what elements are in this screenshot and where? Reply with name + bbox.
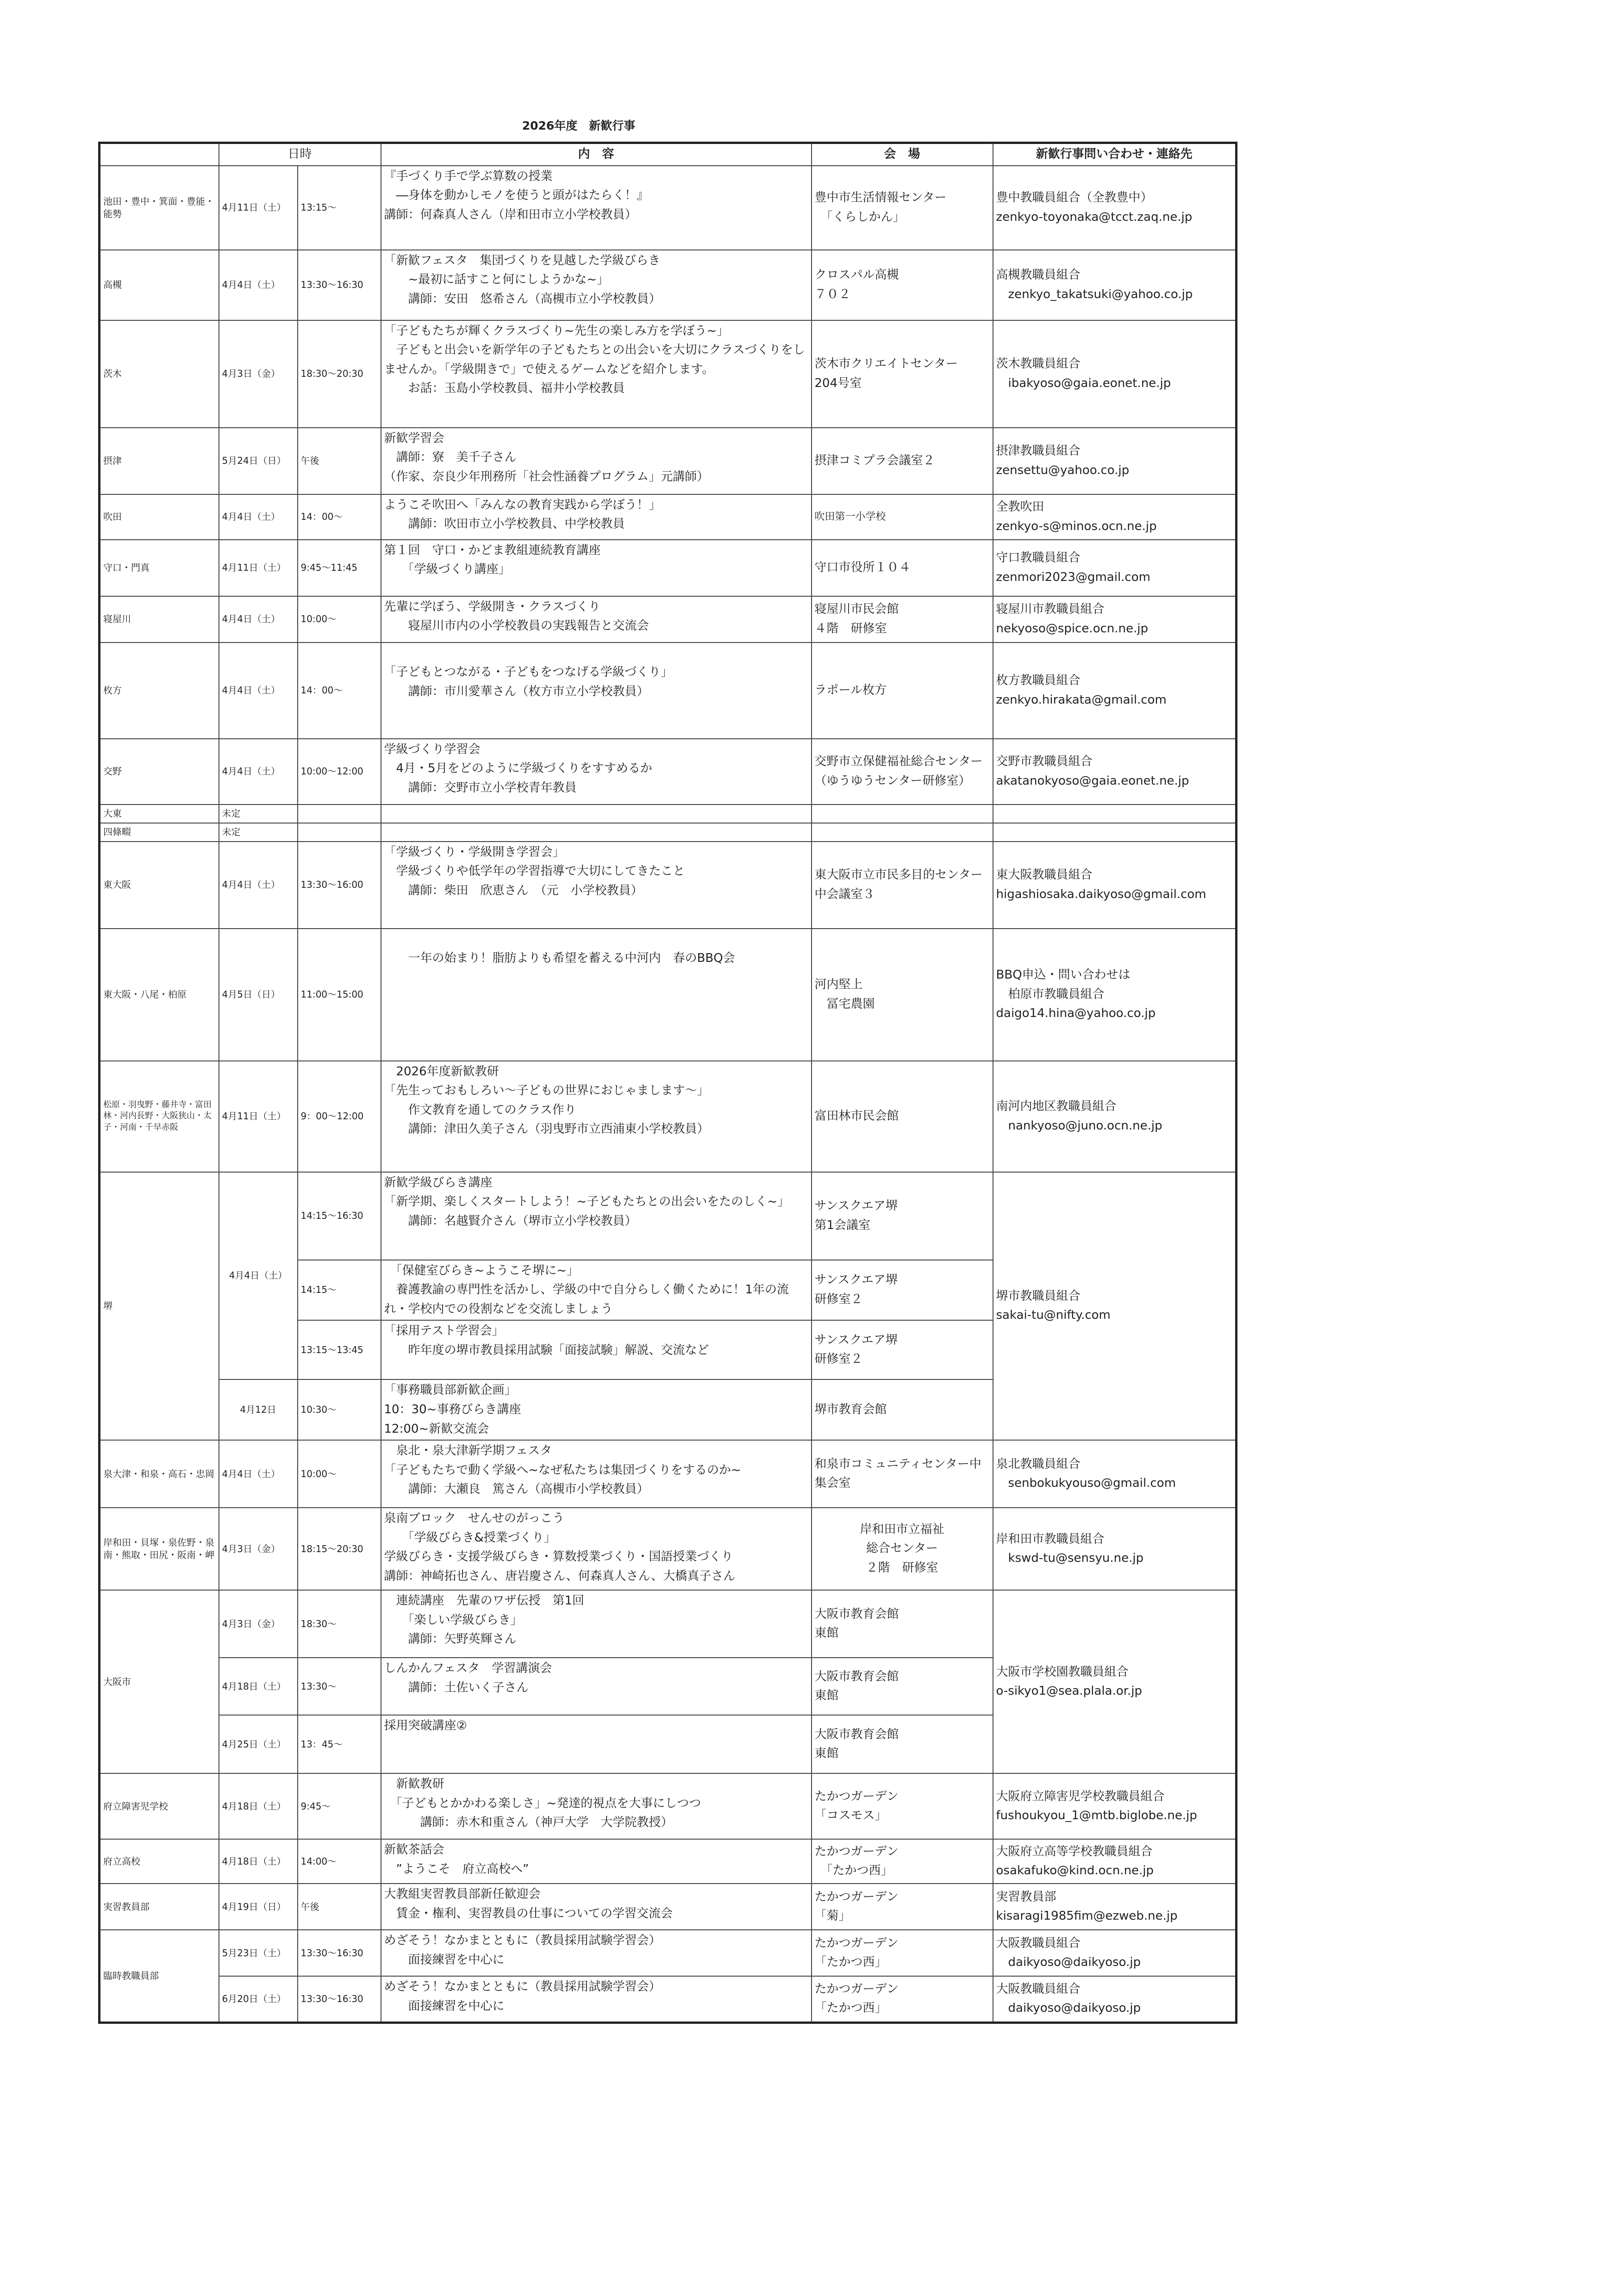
venue-cell: 寝屋川市民会館 ４階 研修室 [812,596,993,643]
time-cell: 13:30～16:30 [298,1976,381,2022]
content-cell: 学級づくり学習会 4月・5月をどのように学級づくりをすすめるか 講師：交野市立小学校青年教員 [381,739,812,805]
content-cell: しんかんフェスタ 学習講演会 講師：土佐いく子さん [381,1658,812,1715]
time-cell: 10:00～ [298,1440,381,1508]
date-cell: 6月20日（土） [219,1976,298,2022]
time-cell: 13:15～ [298,166,381,250]
area-cell: 実習教員部 [100,1884,219,1930]
header-datetime: 日時 [219,143,381,166]
venue-cell: 堺市教育会館 [812,1379,993,1440]
venue-cell: たかつガーデン 「菊」 [812,1884,993,1930]
date-cell: 4月19日（日） [219,1884,298,1930]
contact-cell: 枚方教職員組合 zenkyo.hirakata@gmail.com [993,643,1237,739]
table-row [100,1061,1237,1172]
area-cell: 守口・門真 [100,540,219,596]
table-row [100,1976,1237,2022]
table-row [100,1590,1237,1658]
time-cell: 13:30～16:30 [298,250,381,320]
contact-cell: 大阪府立障害児学校教職員組合 fushoukyou_1@mtb.biglobe.ne.jp [993,1773,1237,1839]
header-area [100,143,219,166]
area-cell: 大阪市 [100,1590,219,1773]
events-table [98,142,1237,2024]
content-cell: 泉北・泉大津新学期フェスタ 「子どもたちで動く学級へ~なぜ私たちは集団づくりをするのか~ 講師：大瀬良 篤さん（高槻市小学校教員） [381,1440,812,1508]
header-venue: 会 場 [812,143,993,166]
time-cell: 10:00～12:00 [298,739,381,805]
table-row [100,494,1237,540]
date-cell: 4月11日（土） [219,166,298,250]
date-cell: 4月4日（土） [219,643,298,739]
date-cell: 4月5日（日） [219,929,298,1061]
date-cell: 4月4日（土） [219,494,298,540]
content-cell: 「保健室びらき~ようこそ堺に~」 養護教諭の専門性を活かし、学級の中で自分らしく働くために！1年の流れ・学校内での役割などを交流しましょう [381,1260,812,1321]
date-cell: 4月4日（土） [219,739,298,805]
content-cell: 連続講座 先輩のワザ伝授 第1回 「楽しい学級びらき」 講師：矢野英輝さん [381,1590,812,1658]
venue-cell: 和泉市コミュニティセンター中集会室 [812,1440,993,1508]
area-cell: 四條畷 [100,823,219,842]
header-content: 内 容 [381,143,812,166]
date-cell: 5月23日（土） [219,1930,298,1976]
contact-cell: 岸和田市教職員組合 kswd-tu@sensyu.ne.jp [993,1508,1237,1590]
date-cell: 4月3日（金） [219,320,298,428]
venue-cell: サンスクエア堺 研修室２ [812,1320,993,1379]
table-row [100,1440,1237,1508]
date-cell: 4月25日（土） [219,1715,298,1773]
venue-cell: 岸和田市立福祉 総合センター ２階 研修室 [812,1508,993,1590]
venue-cell: 大阪市教育会館 東館 [812,1590,993,1658]
contact-cell: 大阪教職員組合 daikyoso@daikyoso.jp [993,1976,1237,2022]
date-cell: 4月18日（土） [219,1839,298,1884]
time-cell: 13：45～ [298,1715,381,1773]
area-cell: 交野 [100,739,219,805]
date-cell: 4月3日（金） [219,1590,298,1658]
contact-cell: 高槻教職員組合 zenkyo_takatsuki@yahoo.co.jp [993,250,1237,320]
venue-cell: 大阪市教育会館 東館 [812,1658,993,1715]
time-cell: 9:45～ [298,1773,381,1839]
content-cell: 「子どもたちが輝くクラスづくり~先生の楽しみ方を学ぼう~」 子どもと出会いを新学年の子どもたちとの出会いを大切にクラスづくりをしませんか。「学級開きで」で使えるゲームなどを紹介します。 お話：玉島小学校教員、福井小学校教員 [381,320,812,428]
contact-cell [993,823,1237,842]
content-cell: 「採用テスト学習会」 昨年度の堺市教員採用試験「面接試験」解説、交流など [381,1320,812,1379]
venue-cell: たかつガーデン 「たかつ西」 [812,1839,993,1884]
date-cell: 4月4日（土） [219,1440,298,1508]
date-cell: 4月18日（土） [219,1773,298,1839]
header-row [100,143,1237,166]
table-row [100,929,1237,1061]
contact-cell: 東大阪教職員組合 higashiosaka.daikyoso@gmail.com [993,842,1237,929]
area-cell: 岸和田・貝塚・泉佐野・泉南・熊取・田尻・阪南・岬 [100,1508,219,1590]
contact-cell: 大阪市学校園教職員組合 o-sikyo1@sea.plala.or.jp [993,1590,1237,1773]
venue-cell: 豊中市生活情報センター 「くらしかん」 [812,166,993,250]
content-cell: 泉南ブロック せんせのがっこう 「学級びらき&授業づくり」 学級びらき・支援学級びらき・算数授業づくり・国語授業づくり 講師：神崎拓也さん、唐岩慶さん、何森真人さん、大橋真子さん [381,1508,812,1590]
date-cell: 4月11日（土） [219,1061,298,1172]
venue-cell: 交野市立保健福祉総合センター（ゆうゆうセンター研修室） [812,739,993,805]
contact-cell: 守口教職員組合 zenmori2023@gmail.com [993,540,1237,596]
contact-cell: 摂津教職員組合 zensettu@yahoo.co.jp [993,428,1237,494]
table-row [100,823,1237,842]
time-cell: 14:15～16:30 [298,1172,381,1260]
time-cell: 18:15～20:30 [298,1508,381,1590]
content-cell: 『手づくり手で学ぶ算数の授業 ―身体を動かしモノを使うと頭がはたらく！』 講師：何森真人さん（岸和田市立小学校教員） [381,166,812,250]
date-cell: 4月3日（金） [219,1508,298,1590]
table-row [100,1930,1237,1976]
time-cell: 10:00～ [298,596,381,643]
venue-cell [812,805,993,823]
content-cell: 大教組実習教員部新任歓迎会 賃金・権利、実習教員の仕事についての学習交流会 [381,1884,812,1930]
table-row [100,1773,1237,1839]
time-cell: 9：00～12:00 [298,1061,381,1172]
venue-cell: 茨木市クリエイトセンター 204号室 [812,320,993,428]
table-row [100,166,1237,250]
content-cell: 新歓学級びらき講座 「新学期、楽しくスタートしよう！~子どもたちとの出会いをたのしく~」 講師：名越賢介さん（堺市立小学校教員） [381,1172,812,1260]
venue-cell: 富田林市民会館 [812,1061,993,1172]
content-cell: 「新歓フェスタ 集団づくりを見越した学級びらき ~最初に話すこと何にしようかな~」 講師：安田 悠希さん（高槻市立小学校教員） [381,250,812,320]
contact-cell: 豊中教職員組合（全教豊中） zenkyo-toyonaka@tcct.zaq.ne.jp [993,166,1237,250]
area-cell: 府立障害児学校 [100,1773,219,1839]
contact-cell: 大阪府立高等学校教職員組合 osakafuko@kind.ocn.ne.jp [993,1839,1237,1884]
table-row [100,805,1237,823]
area-cell: 堺 [100,1172,219,1441]
time-cell: 9:45～11:45 [298,540,381,596]
content-cell: ようこそ吹田へ「みんなの教育実践から学ぼう！」 講師：吹田市立小学校教員、中学校教員 [381,494,812,540]
time-cell: 14:15～ [298,1260,381,1321]
contact-cell: 堺市教職員組合 sakai-tu@nifty.com [993,1172,1237,1441]
date-cell: 4月11日（土） [219,540,298,596]
table-row [100,250,1237,320]
time-cell: 13:30～16:00 [298,842,381,929]
time-cell: 午後 [298,1884,381,1930]
area-cell: 府立高校 [100,1839,219,1884]
venue-cell: サンスクエア堺 研修室２ [812,1260,993,1321]
content-cell [381,823,812,842]
time-cell: 18:30～ [298,1590,381,1658]
content-cell: 新歓学習会 講師：寮 美千子さん （作家、奈良少年刑務所「社会性涵養プログラム」元講師） [381,428,812,494]
table-row [100,1839,1237,1884]
time-cell: 14：00～ [298,494,381,540]
content-cell: 「事務職員部新歓企画」 10：30~事務びらき講座 12:00~新歓交流会 [381,1379,812,1440]
venue-cell: たかつガーデン 「コスモス」 [812,1773,993,1839]
area-cell: 池田・豊中・箕面・豊能・能勢 [100,166,219,250]
date-cell: 未定 [219,805,298,823]
page-title: 2026年度 新歓行事 [522,119,636,132]
table-row [100,428,1237,494]
contact-cell: 実習教員部 kisaragi1985fim@ezweb.ne.jp [993,1884,1237,1930]
content-cell: 新歓教研 「子どもとかかわる楽しさ」~発達的視点を大事にしつつ 講師：赤木和重さん（神戸大学 大学院教授） [381,1773,812,1839]
venue-cell: 大阪市教育会館 東館 [812,1715,993,1773]
area-cell: 臨時教職員部 [100,1930,219,2022]
area-cell: 摂津 [100,428,219,494]
date-cell: 5月24日（日） [219,428,298,494]
area-cell: 東大阪 [100,842,219,929]
content-cell: 2026年度新歓教研 「先生っておもしろい～子どもの世界におじゃまします～」 作文教育を通してのクラス作り 講師：津田久美子さん（羽曳野市立西浦東小学校教員） [381,1061,812,1172]
content-cell [381,805,812,823]
table-row [100,739,1237,805]
content-cell: めざそう！なかまとともに（教員採用試験学習会） 面接練習を中心に [381,1976,812,2022]
content-cell: 一年の始まり！脂肪よりも希望を蓄える中河内 春のBBQ会 [381,929,812,1061]
time-cell: 11:00～15:00 [298,929,381,1061]
venue-cell: 摂津コミプラ会議室２ [812,428,993,494]
venue-cell: たかつガーデン 「たかつ西」 [812,1930,993,1976]
date-cell: 未定 [219,823,298,842]
venue-cell: 守口市役所１０４ [812,540,993,596]
table-row [100,596,1237,643]
content-cell: 「学級づくり・学級開き学習会」 学級づくりや低学年の学習指導で大切にしてきたこと 講師：柴田 欣恵さん （元 小学校教員） [381,842,812,929]
venue-cell: ラポール枚方 [812,643,993,739]
venue-cell: 東大阪市立市民多目的センター中会議室３ [812,842,993,929]
venue-cell: たかつガーデン 「たかつ西」 [812,1976,993,2022]
contact-cell: 茨木教職員組合 ibakyoso@gaia.eonet.ne.jp [993,320,1237,428]
date-cell: 4月4日（土） [219,250,298,320]
contact-cell: 寝屋川市教職員組合 nekyoso@spice.ocn.ne.jp [993,596,1237,643]
table-row [100,320,1237,428]
area-cell: 寝屋川 [100,596,219,643]
content-cell: 採用突破講座② [381,1715,812,1773]
table-row [100,1884,1237,1930]
table-row [100,1172,1237,1260]
time-cell: 14：00～ [298,643,381,739]
time-cell [298,823,381,842]
table-row [100,540,1237,596]
content-cell: 第１回 守口・かどま教組連続教育講座 「学級づくり講座」 [381,540,812,596]
contact-cell: 南河内地区教職員組合 nankyoso@juno.ocn.ne.jp [993,1061,1237,1172]
area-cell: 大東 [100,805,219,823]
contact-cell [993,805,1237,823]
venue-cell: 河内堅上 冨宅農園 [812,929,993,1061]
table-row [100,1508,1237,1590]
venue-cell [812,823,993,842]
venue-cell: 吹田第一小学校 [812,494,993,540]
time-cell: 10:30～ [298,1379,381,1440]
table-row [100,643,1237,739]
area-cell: 東大阪・八尾・柏原 [100,929,219,1061]
contact-cell: 交野市教職員組合 akatanokyoso@gaia.eonet.ne.jp [993,739,1237,805]
contact-cell: 全教吹田 zenkyo-s@minos.ocn.ne.jp [993,494,1237,540]
date-cell: 4月12日 [219,1379,298,1440]
contact-cell: 大阪教職員組合 daikyoso@daikyoso.jp [993,1930,1237,1976]
area-cell: 茨木 [100,320,219,428]
time-cell: 18:30～20:30 [298,320,381,428]
time-cell: 13:30～ [298,1658,381,1715]
contact-cell: 泉北教職員組合 senbokukyouso@gmail.com [993,1440,1237,1508]
venue-cell: サンスクエア堺 第1会議室 [812,1172,993,1260]
date-cell: 4月4日（土） [219,842,298,929]
area-cell: 吹田 [100,494,219,540]
area-cell: 松原・羽曳野・藤井寺・富田林・河内長野・大阪狭山・太子・河南・千早赤阪 [100,1061,219,1172]
time-cell: 13:15～13:45 [298,1320,381,1379]
area-cell: 枚方 [100,643,219,739]
time-cell: 14:00～ [298,1839,381,1884]
area-cell: 泉大津・和泉・高石・忠岡 [100,1440,219,1508]
time-cell: 13:30～16:30 [298,1930,381,1976]
venue-cell: クロスパル高槻 ７０２ [812,250,993,320]
date-cell: 4月4日（土） [219,1172,298,1380]
date-cell: 4月4日（土） [219,596,298,643]
time-cell [298,805,381,823]
time-cell: 午後 [298,428,381,494]
content-cell: 「子どもとつながる・子どもをつなげる学級づくり」 講師：市川愛華さん（枚方市立小学校教員） [381,643,812,739]
table-row [100,842,1237,929]
date-cell: 4月18日（土） [219,1658,298,1715]
header-contact: 新歓行事問い合わせ・連絡先 [993,143,1237,166]
content-cell: 新歓茶話会 ”ようこそ 府立高校へ” [381,1839,812,1884]
content-cell: めざそう！なかまとともに（教員採用試験学習会） 面接練習を中心に [381,1930,812,1976]
area-cell: 高槻 [100,250,219,320]
contact-cell: BBQ申込・問い合わせは 柏原市教職員組合 daigo14.hina@yahoo.co.jp [993,929,1237,1061]
content-cell: 先輩に学ぼう、学級開き・クラスづくり 寝屋川市内の小学校教員の実践報告と交流会 [381,596,812,643]
